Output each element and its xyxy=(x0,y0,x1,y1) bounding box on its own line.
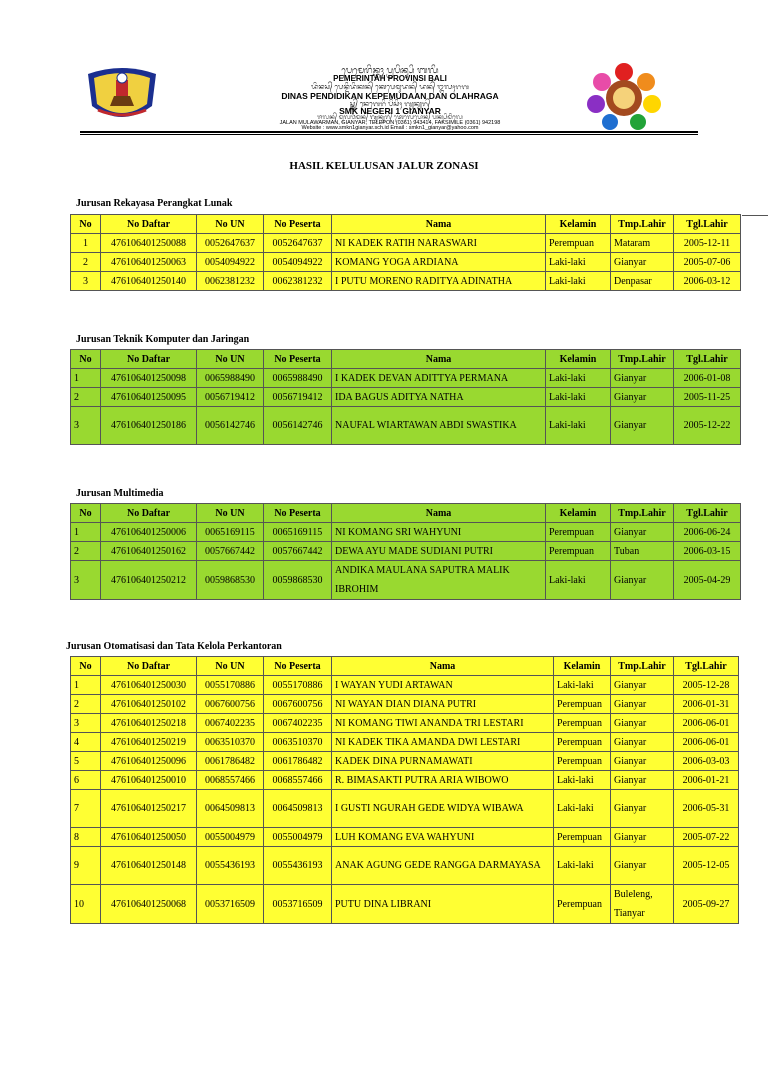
table-row xyxy=(71,771,739,790)
col-no-daftar: 476106401250218 xyxy=(101,714,197,733)
col-tmp-lahir: Gianyar xyxy=(611,676,674,695)
table-row xyxy=(71,695,739,714)
letterhead-address: JALAN MULAWARMAN, GIANYAR, TELEPON (0361) 943414, FAKSIMILE (0361) 942198 xyxy=(279,120,501,126)
col-no: 2 xyxy=(71,388,101,407)
col-no: 1 xyxy=(71,676,101,695)
col-kelamin: Laki-laki xyxy=(546,561,611,600)
col-kelamin: Laki-laki xyxy=(546,253,611,272)
col-no-un-header: No UN xyxy=(197,657,264,676)
col-nama-header: Nama xyxy=(332,350,546,369)
col-no-un: 0054094922 xyxy=(197,253,264,272)
col-tmp-lahir-header: Tmp.Lahir xyxy=(611,215,674,234)
col-nama: NI KOMANG TIWI ANANDA TRI LESTARI xyxy=(332,714,554,733)
results-table-3 xyxy=(70,656,739,924)
col-no-peserta: 0056719412 xyxy=(264,388,332,407)
col-kelamin: Laki-laki xyxy=(554,847,611,885)
col-no-un: 0056142746 xyxy=(197,407,264,445)
col-no: 2 xyxy=(71,695,101,714)
col-tmp-lahir: Gianyar xyxy=(611,253,674,272)
col-no-daftar: 476106401250096 xyxy=(101,752,197,771)
col-no-peserta: 0065988490 xyxy=(264,369,332,388)
col-kelamin-header: Kelamin xyxy=(546,215,611,234)
col-nama: NAUFAL WIARTAWAN ABDI SWASTIKA xyxy=(332,407,546,445)
col-tgl-lahir: 2005-04-29 xyxy=(674,561,741,600)
letterhead-province: PEMERINTAH PROVINSI BALI xyxy=(333,74,447,83)
col-tgl-lahir-header: Tgl.Lahir xyxy=(674,657,739,676)
col-no-un: 0053716509 xyxy=(197,885,264,924)
col-no-daftar: 476106401250148 xyxy=(101,847,197,885)
col-no-daftar: 476106401250030 xyxy=(101,676,197,695)
col-no-un: 0067402235 xyxy=(197,714,264,733)
col-no-peserta: 0067600756 xyxy=(264,695,332,714)
col-no-peserta: 0062381232 xyxy=(264,272,332,291)
col-no-daftar-header: No Daftar xyxy=(101,504,197,523)
col-no-un: 0055004979 xyxy=(197,828,264,847)
col-tmp-lahir: Gianyar xyxy=(611,388,674,407)
col-no-un: 0063510370 xyxy=(197,733,264,752)
col-kelamin: Laki-laki xyxy=(546,407,611,445)
col-no-daftar: 476106401250088 xyxy=(101,234,197,253)
col-kelamin: Laki-laki xyxy=(554,676,611,695)
table-row xyxy=(71,752,739,771)
col-no-daftar: 476106401250095 xyxy=(101,388,197,407)
col-no: 4 xyxy=(71,733,101,752)
table-header-row xyxy=(71,215,741,234)
col-no-header: No xyxy=(71,350,101,369)
col-nama: KOMANG YOGA ARDIANA xyxy=(332,253,546,272)
table-row xyxy=(71,790,739,828)
col-tmp-lahir: Gianyar xyxy=(611,828,674,847)
col-no-un: 0055170886 xyxy=(197,676,264,695)
table-row xyxy=(71,885,739,924)
col-no-peserta: 0061786482 xyxy=(264,752,332,771)
col-tmp-lahir: Gianyar xyxy=(611,790,674,828)
col-tgl-lahir: 2006-03-12 xyxy=(674,272,741,291)
col-no-peserta: 0052647637 xyxy=(264,234,332,253)
col-no: 1 xyxy=(71,523,101,542)
col-kelamin: Perempuan xyxy=(554,714,611,733)
col-no-peserta: 0055436193 xyxy=(264,847,332,885)
col-nama: PUTU DINA LIBRANI xyxy=(332,885,554,924)
table-header-row xyxy=(71,657,739,676)
col-nama-header: Nama xyxy=(332,657,554,676)
table-row xyxy=(71,561,741,600)
col-no-header: No xyxy=(71,504,101,523)
col-no-daftar-header: No Daftar xyxy=(101,350,197,369)
col-no: 3 xyxy=(71,714,101,733)
col-no-peserta: 0064509813 xyxy=(264,790,332,828)
col-no-daftar: 476106401250186 xyxy=(101,407,197,445)
letterhead-script-address: ᬚᬮᬦ᭄ ᬫᬸᬮᬯᬃᬫᬦ᭄ ᬕ᭄ᬬᬦ᭄ᬬᬭ᭄ ᬢᬾᬮᬾᬧᭀᬦ᭄ ᬧᬓ᭄ᬲᬶᬫᬶᬮᬾ xyxy=(317,115,463,121)
col-kelamin: Perempuan xyxy=(546,542,611,561)
col-no: 8 xyxy=(71,828,101,847)
col-no-un: 0065169115 xyxy=(197,523,264,542)
col-nama: I WAYAN YUDI ARTAWAN xyxy=(332,676,554,695)
col-tmp-lahir-header: Tmp.Lahir xyxy=(611,350,674,369)
col-kelamin: Perempuan xyxy=(546,523,611,542)
col-no-un-header: No UN xyxy=(197,504,264,523)
table-row xyxy=(71,369,741,388)
col-nama: IDA BAGUS ADITYA NATHA xyxy=(332,388,546,407)
col-kelamin-header: Kelamin xyxy=(554,657,611,676)
col-tmp-lahir: Gianyar xyxy=(611,771,674,790)
col-tmp-lahir: Gianyar xyxy=(611,733,674,752)
col-no-un: 0056719412 xyxy=(197,388,264,407)
col-tmp-lahir: Gianyar xyxy=(611,523,674,542)
section-title: Jurusan Rekayasa Perangkat Lunak xyxy=(76,198,233,209)
col-no-peserta: 0068557466 xyxy=(264,771,332,790)
col-no-peserta: 0059868530 xyxy=(264,561,332,600)
col-kelamin: Perempuan xyxy=(546,234,611,253)
col-nama: ANDIKA MAULANA SAPUTRA MALIK IBROHIM xyxy=(332,561,546,600)
col-no-un-header: No UN xyxy=(197,350,264,369)
col-tmp-lahir: Gianyar xyxy=(611,561,674,600)
col-tgl-lahir: 2006-05-31 xyxy=(674,790,739,828)
col-tgl-lahir: 2005-12-05 xyxy=(674,847,739,885)
table-header-row xyxy=(71,504,741,523)
table-row xyxy=(71,847,739,885)
table-row xyxy=(71,676,739,695)
table-row xyxy=(71,523,741,542)
col-no-peserta-header: No Peserta xyxy=(264,504,332,523)
col-no: 1 xyxy=(71,369,101,388)
document-title: HASIL KELULUSAN JALUR ZONASI xyxy=(289,160,479,172)
col-no-un: 0068557466 xyxy=(197,771,264,790)
col-nama: NI KOMANG SRI WAHYUNI xyxy=(332,523,546,542)
col-tgl-lahir: 2005-09-27 xyxy=(674,885,739,924)
table-row xyxy=(71,542,741,561)
margin-line xyxy=(742,215,768,216)
col-nama: LUH KOMANG EVA WAHYUNI xyxy=(332,828,554,847)
col-tmp-lahir: Mataram xyxy=(611,234,674,253)
col-tgl-lahir: 2005-12-11 xyxy=(674,234,741,253)
col-tgl-lahir: 2006-01-31 xyxy=(674,695,739,714)
letterhead-school: SMK NEGERI 1 GIANYAR xyxy=(339,106,441,116)
col-no: 2 xyxy=(71,253,101,272)
col-no-un: 0064509813 xyxy=(197,790,264,828)
col-tgl-lahir-header: Tgl.Lahir xyxy=(674,215,741,234)
col-no-peserta: 0056142746 xyxy=(264,407,332,445)
results-table-0 xyxy=(70,214,741,291)
col-no: 3 xyxy=(71,561,101,600)
col-kelamin-header: Kelamin xyxy=(546,504,611,523)
col-tgl-lahir: 2005-12-28 xyxy=(674,676,739,695)
col-no-daftar: 476106401250050 xyxy=(101,828,197,847)
col-tgl-lahir: 2006-06-01 xyxy=(674,733,739,752)
col-no-un: 0062381232 xyxy=(197,272,264,291)
col-no-peserta: 0063510370 xyxy=(264,733,332,752)
col-kelamin: Perempuan xyxy=(554,885,611,924)
letterhead-agency: DINAS PENDIDIKAN KEPEMUDAAN DAN OLAHRAGA xyxy=(281,91,499,101)
col-kelamin: Laki-laki xyxy=(546,369,611,388)
col-tmp-lahir: Gianyar xyxy=(611,407,674,445)
col-no-un: 0052647637 xyxy=(197,234,264,253)
col-no-peserta: 0057667442 xyxy=(264,542,332,561)
col-tgl-lahir: 2006-06-24 xyxy=(674,523,741,542)
results-table-2 xyxy=(70,503,741,600)
col-no-un: 0059868530 xyxy=(197,561,264,600)
col-no-daftar-header: No Daftar xyxy=(101,215,197,234)
col-nama: DEWA AYU MADE SUDIANI PUTRI xyxy=(332,542,546,561)
col-tmp-lahir-header: Tmp.Lahir xyxy=(611,657,674,676)
col-kelamin: Perempuan xyxy=(554,828,611,847)
col-nama: I GUSTI NGURAH GEDE WIDYA WIBAWA xyxy=(332,790,554,828)
col-no-daftar: 476106401250217 xyxy=(101,790,197,828)
letterhead-rule-thin xyxy=(80,134,698,135)
col-no-daftar: 476106401250102 xyxy=(101,695,197,714)
col-no-daftar: 476106401250068 xyxy=(101,885,197,924)
col-no-peserta-header: No Peserta xyxy=(264,215,332,234)
col-tmp-lahir: Gianyar xyxy=(611,695,674,714)
col-no-daftar: 476106401250063 xyxy=(101,253,197,272)
col-no-header: No xyxy=(71,215,101,234)
col-no: 1 xyxy=(71,234,101,253)
col-tmp-lahir: Gianyar xyxy=(611,369,674,388)
col-nama: NI WAYAN DIAN DIANA PUTRI xyxy=(332,695,554,714)
col-tmp-lahir: Tuban xyxy=(611,542,674,561)
letterhead-rule xyxy=(80,131,698,133)
table-row xyxy=(71,714,739,733)
col-tmp-lahir: Gianyar xyxy=(611,752,674,771)
table-row xyxy=(71,253,741,272)
col-no-peserta-header: No Peserta xyxy=(264,657,332,676)
col-no-un: 0061786482 xyxy=(197,752,264,771)
col-no-daftar: 476106401250006 xyxy=(101,523,197,542)
col-tmp-lahir: Gianyar xyxy=(611,847,674,885)
col-no-peserta: 0053716509 xyxy=(264,885,332,924)
col-tgl-lahir: 2006-03-03 xyxy=(674,752,739,771)
col-nama: NI KADEK TIKA AMANDA DWI LESTARI xyxy=(332,733,554,752)
col-tgl-lahir: 2005-07-06 xyxy=(674,253,741,272)
col-no: 7 xyxy=(71,790,101,828)
table-row xyxy=(71,407,741,445)
table-row xyxy=(71,388,741,407)
results-table-1 xyxy=(70,349,741,445)
col-nama-header: Nama xyxy=(332,215,546,234)
col-no-daftar: 476106401250212 xyxy=(101,561,197,600)
col-tgl-lahir: 2006-06-01 xyxy=(674,714,739,733)
col-tgl-lahir: 2005-12-22 xyxy=(674,407,741,445)
col-no: 10 xyxy=(71,885,101,924)
col-no-peserta: 0055170886 xyxy=(264,676,332,695)
col-tgl-lahir: 2005-11-25 xyxy=(674,388,741,407)
col-kelamin: Laki-laki xyxy=(546,272,611,291)
col-tgl-lahir: 2006-03-15 xyxy=(674,542,741,561)
col-kelamin: Laki-laki xyxy=(554,771,611,790)
col-kelamin: Laki-laki xyxy=(546,388,611,407)
col-tgl-lahir: 2006-01-21 xyxy=(674,771,739,790)
col-no-daftar: 476106401250162 xyxy=(101,542,197,561)
col-no-peserta-header: No Peserta xyxy=(264,350,332,369)
col-no-un: 0055436193 xyxy=(197,847,264,885)
col-no: 9 xyxy=(71,847,101,885)
col-nama: NI KADEK RATIH NARASWARI xyxy=(332,234,546,253)
letterhead-script-school: ᬲ᭄ᬫ᭄ᬓ᭄ ᬦᬾᬕᬾᬭᬶ ᬧᬶᬲᬶᬄ ᬕ᭄ᬬᬦ᭄ᬬᬭ᭄ xyxy=(349,101,431,108)
letterhead xyxy=(80,62,700,132)
table-row xyxy=(71,733,739,752)
col-no-daftar: 476106401250219 xyxy=(101,733,197,752)
letterhead-contact: Website : www.smkn1gianyar.sch.id Email : smkn1_gianyar@yahoo.com xyxy=(301,125,479,131)
col-no-un: 0067600756 xyxy=(197,695,264,714)
letterhead-script-mid: ᬤᬶᬦᬲ᭄ ᬧᬾᬦ᭄ᬤᬶᬤᬶᬓᬦ᭄ ᬓᬾᬧᬾᬫᬸᬤᬦ᭄ ᬤᬦ᭄ ᬑᬮᬄᬭᬕ xyxy=(311,84,469,91)
table-row xyxy=(71,272,741,291)
col-no-daftar: 476106401250098 xyxy=(101,369,197,388)
section-title: Jurusan Multimedia xyxy=(76,488,164,499)
col-no-un: 0057667442 xyxy=(197,542,264,561)
col-no-peserta: 0067402235 xyxy=(264,714,332,733)
col-no: 5 xyxy=(71,752,101,771)
col-tgl-lahir-header: Tgl.Lahir xyxy=(674,350,741,369)
col-no-peserta: 0065169115 xyxy=(264,523,332,542)
col-no: 3 xyxy=(71,407,101,445)
col-nama: I KADEK DEVAN ADITTYA PERMANA xyxy=(332,369,546,388)
col-kelamin: Perempuan xyxy=(554,752,611,771)
section-title: Jurusan Teknik Komputer dan Jaringan xyxy=(76,334,250,345)
col-nama: KADEK DINA PURNAMAWATI xyxy=(332,752,554,771)
col-no: 6 xyxy=(71,771,101,790)
col-tmp-lahir-header: Tmp.Lahir xyxy=(611,504,674,523)
col-kelamin: Perempuan xyxy=(554,733,611,752)
table-row xyxy=(71,234,741,253)
col-no-daftar: 476106401250010 xyxy=(101,771,197,790)
col-tgl-lahir-header: Tgl.Lahir xyxy=(674,504,741,523)
col-nama: R. BIMASAKTI PUTRA ARIA WIBOWO xyxy=(332,771,554,790)
col-kelamin-header: Kelamin xyxy=(546,350,611,369)
col-kelamin: Perempuan xyxy=(554,695,611,714)
col-tgl-lahir: 2006-01-08 xyxy=(674,369,741,388)
col-tmp-lahir: Buleleng, Tianyar xyxy=(611,885,674,924)
col-tmp-lahir: Denpasar xyxy=(611,272,674,291)
col-no-peserta: 0055004979 xyxy=(264,828,332,847)
table-row xyxy=(71,828,739,847)
col-tgl-lahir: 2005-07-22 xyxy=(674,828,739,847)
letterhead-script-top: ᬧᬾᬫᬾᬭᬶᬦ᭄ᬢᬄ ᬧ᭄ᬭᬧᬶᬦ᭄ᬲᬶ ᬩᬮᬶ xyxy=(341,65,439,75)
col-no-daftar: 476106401250140 xyxy=(101,272,197,291)
table-header-row xyxy=(71,350,741,369)
col-no-header: No xyxy=(71,657,101,676)
col-kelamin: Laki-laki xyxy=(554,790,611,828)
col-no-peserta: 0054094922 xyxy=(264,253,332,272)
col-no-un: 0065988490 xyxy=(197,369,264,388)
col-nama: ANAK AGUNG GEDE RANGGA DARMAYASA xyxy=(332,847,554,885)
col-no-daftar-header: No Daftar xyxy=(101,657,197,676)
col-no: 3 xyxy=(71,272,101,291)
section-title: Jurusan Otomatisasi dan Tata Kelola Perkantoran xyxy=(66,641,282,652)
col-nama-header: Nama xyxy=(332,504,546,523)
col-no-un-header: No UN xyxy=(197,215,264,234)
col-no: 2 xyxy=(71,542,101,561)
col-tmp-lahir: Gianyar xyxy=(611,714,674,733)
col-nama: I PUTU MORENO RADITYA ADINATHA xyxy=(332,272,546,291)
